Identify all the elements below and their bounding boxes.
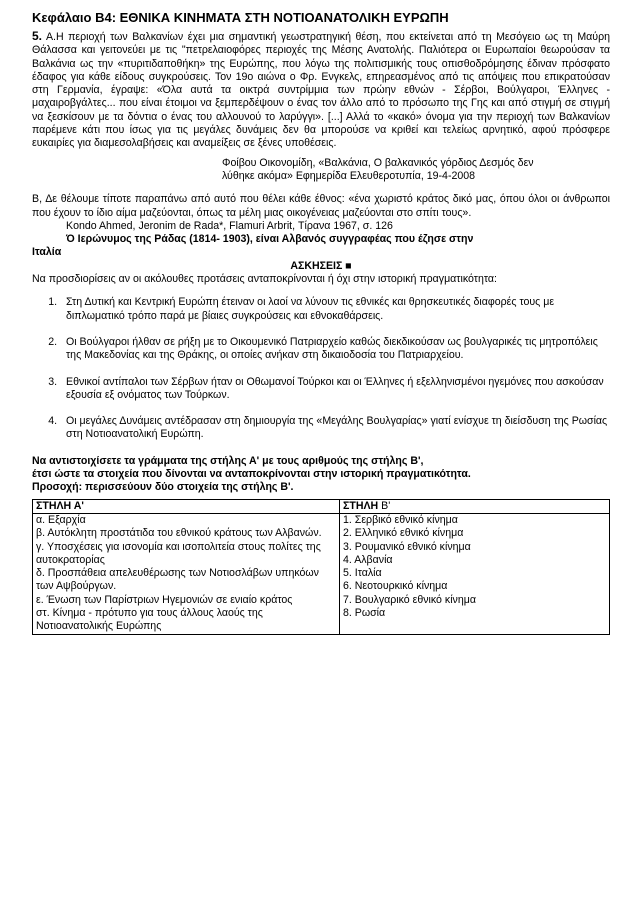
column-a-item: β. Αυτόκλητη προστάτιδα του εθνικού κράτους των Αλβανών.: [36, 527, 322, 540]
source-a-citation-line1: Φοίβου Οικονομίδη, «Βαλκάνια, Ο βαλκανικός γόρδιος Δεσμός δεν: [222, 156, 534, 169]
column-b-item: 6. Νεοτουρκικό κίνημα: [343, 580, 448, 593]
exercise-list: [32, 296, 610, 441]
column-a-item: ε. Ένωση των Παρίστριων Ηγεμονιών σε ενιαίο κράτος: [36, 593, 293, 606]
source-b-footnote-line2: Ιταλία: [32, 246, 62, 259]
worksheet-page: [32, 10, 610, 635]
matching-instruction-line1: Να αντιστοιχίσετε τα γράμματα της στήλης Α' με τους αριθμούς της στήλης Β',: [32, 454, 424, 467]
source-a-text: Α.Η περιοχή των Βαλκανίων έχει μια σημαντική γεωστρατηγική θέση, που εκτείνεται από τη Μεσόγειο ως τη Μαύρη Θάλασσα και γειτονεύει με τις "πετρελαιοφόρες περιοχές της Μέσης Ανατολής. Παλιότερα οι Ευρωπαίοι θεωρούσαν τα Βαλκάνια ως την «πυριτιδαποθήκη» της Ευρώπης, που λόγω της πολιτισμικής τους οπισθοδρόμησης έδιναν πρόσφατο έδαφος για κάθε είδους συγκρούσεις. Τον 19ο αιώνα ο Φρ. Ενγκελς, επηρεασμένος από τις απόψεις που επικρατούσαν στη Γερμανία, έγραψε: «Όλα αυτά τα οικτρά συντρίμμια των πρώην εθνών - Σέρβοι, Βούλγαροι, Έλληνες - μαχαιροβγάλτες... που είναι έτοιμοι να ξεμπερδέψουν ο ένας τον άλλο από το πρόσωπο της Γης και από στιγμή σε στιγμή να ξεσκίσουν με τα δόντια ο ένας του αλλουνού το λαρύγγι». [...] Αλλά το «κακό» όνομα για την περιοχή των Βαλκανίων παρέμενε κάτι που ίσως για τις μεγάλες δυνάμεις δεν θα μπορούσε να κριθεί και τελείως αρνητικό, αφού πρόσφερε ευκαιρίες για διαμεσολαβήσεις και αναμείξεις σε ξένες υποθέσεις.: [32, 31, 611, 150]
column-a-item: δ. Προσπάθεια απελευθέρωσης των Νοτιοσλάβων υπηκόων των Αψβούργων.: [36, 567, 319, 593]
column-b-item: 4. Αλβανία: [343, 553, 393, 566]
matching-instruction-line2: έτσι ώστε τα στοιχεία που δίνονται να ανταποκρίνονται στην ιστορική πραγματικότητα.: [32, 468, 471, 481]
column-a-header: ΣΤΗΛΗ Α': [33, 499, 340, 513]
source-b-citation: Kondo Ahmed, Jeronim de Rada*, Flamuri Arbrit, Τίρανα 1967, σ. 126: [66, 219, 393, 232]
chapter-title: Κεφάλαιο Β4: ΕΘΝΙΚΑ ΚΙΝΗΜΑΤΑ ΣΤΗ ΝΟΤΙΟΑΝΑΤΟΛΙΚΗ ΕΥΡΩΠΗ: [32, 10, 449, 25]
column-b-item: 8. Ρωσία: [343, 606, 386, 619]
exercise-item: 2. Οι Βούλγαροι ήλθαν σε ρήξη με το Οικουμενικό Πατριαρχείο καθώς διεκδικούσαν ως βουλγαρικές τις μητροπόλεις της Μακεδονίας και της Θράκης, οι οποίες ανήκαν στη δικαιοδοσία του Πατριαρχείου.: [60, 336, 610, 363]
spacer: [32, 183, 610, 193]
source-a-paragraph: [32, 30, 610, 151]
column-b-cell: [340, 513, 610, 634]
column-a-item: α. Εξαρχία: [36, 513, 86, 526]
exercise-item: 4. Οι μεγάλες Δυνάμεις αντέδρασαν στη δημιουργία της «Μεγάλης Βουλγαρίας» γιατί ενίσχυε τη διείσδυση της Ρωσίας στη Νοτιοανατολική Ευρώπη.: [60, 415, 610, 442]
matching-table-header-row: [33, 499, 610, 513]
column-b-header-rest: Β': [378, 499, 391, 512]
column-a-cell: [33, 513, 340, 634]
column-b-item: 5. Ιταλία: [343, 567, 382, 580]
source-b-paragraph: Β, Δε θέλουμε τίποτε παραπάνω από αυτό που θέλει κάθε έθνος: «ένα χωριστό κράτος δικό μας, όπου όλοι οι άνθρωποι που έχουν το ίδιο αίμα μαζεύονται, όπως τα μέλη μιας οικογένειας μαζεύονται στο σπίτι τους».: [32, 193, 610, 219]
column-b-item: 1. Σερβικό εθνικό κίνημα: [343, 513, 458, 526]
matching-table-body-row: [33, 513, 610, 634]
source-a-citation-line2: λύθηκε ακόμα» Εφημερίδα Ελευθεροτυπία, 19-4-2008: [222, 169, 476, 182]
column-b-item: 2. Ελληνικό εθνικό κίνημα: [343, 527, 464, 540]
source-number: 5.: [32, 29, 43, 43]
column-b-header-bold: ΣΤΗΛΗ: [343, 499, 379, 512]
exercises-heading: ΑΣΚΗΣΕΙΣ ■: [290, 259, 352, 272]
column-a-item: γ. Υποσχέσεις για ισονομία και ισοπολιτεία στους πολίτες της αυτοκρατορίας: [36, 540, 321, 566]
column-b-item: 3. Ρουμανικό εθνικό κίνημα: [343, 540, 471, 553]
column-b-item: 7. Βουλγαρικό εθνικό κίνημα: [343, 593, 476, 606]
column-a-item: στ. Κίνημα - πρότυπο για τους άλλους λαούς της Νοτιοανατολικής Ευρώπης: [36, 606, 263, 633]
exercise-item: 3. Εθνικοί αντίπαλοι των Σέρβων ήταν οι Οθωμανοί Τούρκοι και οι Έλληνες ή εξελληνισμένοι ηγεμόνες που ασκούσαν εξουσία εξ ονόματος των Τούρκων.: [60, 376, 610, 403]
source-b-footnote-line1: Ό Ιερώνυμος της Ράδας (1814- 1903), είναι Αλβανός συγγραφέας που έζησε στην: [66, 233, 474, 246]
source-a-citation: [32, 157, 610, 184]
matching-instruction-line3: Προσοχή: περισσεύουν δύο στοιχεία της στήλης Β'.: [32, 481, 294, 494]
exercise-item: 1. Στη Δυτική και Κεντρική Ευρώπη έτειναν οι λαοί να λύνουν τις εθνικές και θρησκευτικές διαφορές τους με διπλωματικό τρόπο παρά με βίαιες συγκρούσεις και εθνοκαθάρσεις.: [60, 296, 610, 323]
column-b-header: [340, 499, 610, 513]
exercises-instruction: Να προσδιορίσεις αν οι ακόλουθες προτάσεις ανταποκρίνονται ή όχι στην ιστορική πραγματικότητα:: [32, 273, 497, 286]
matching-table: [32, 499, 610, 635]
